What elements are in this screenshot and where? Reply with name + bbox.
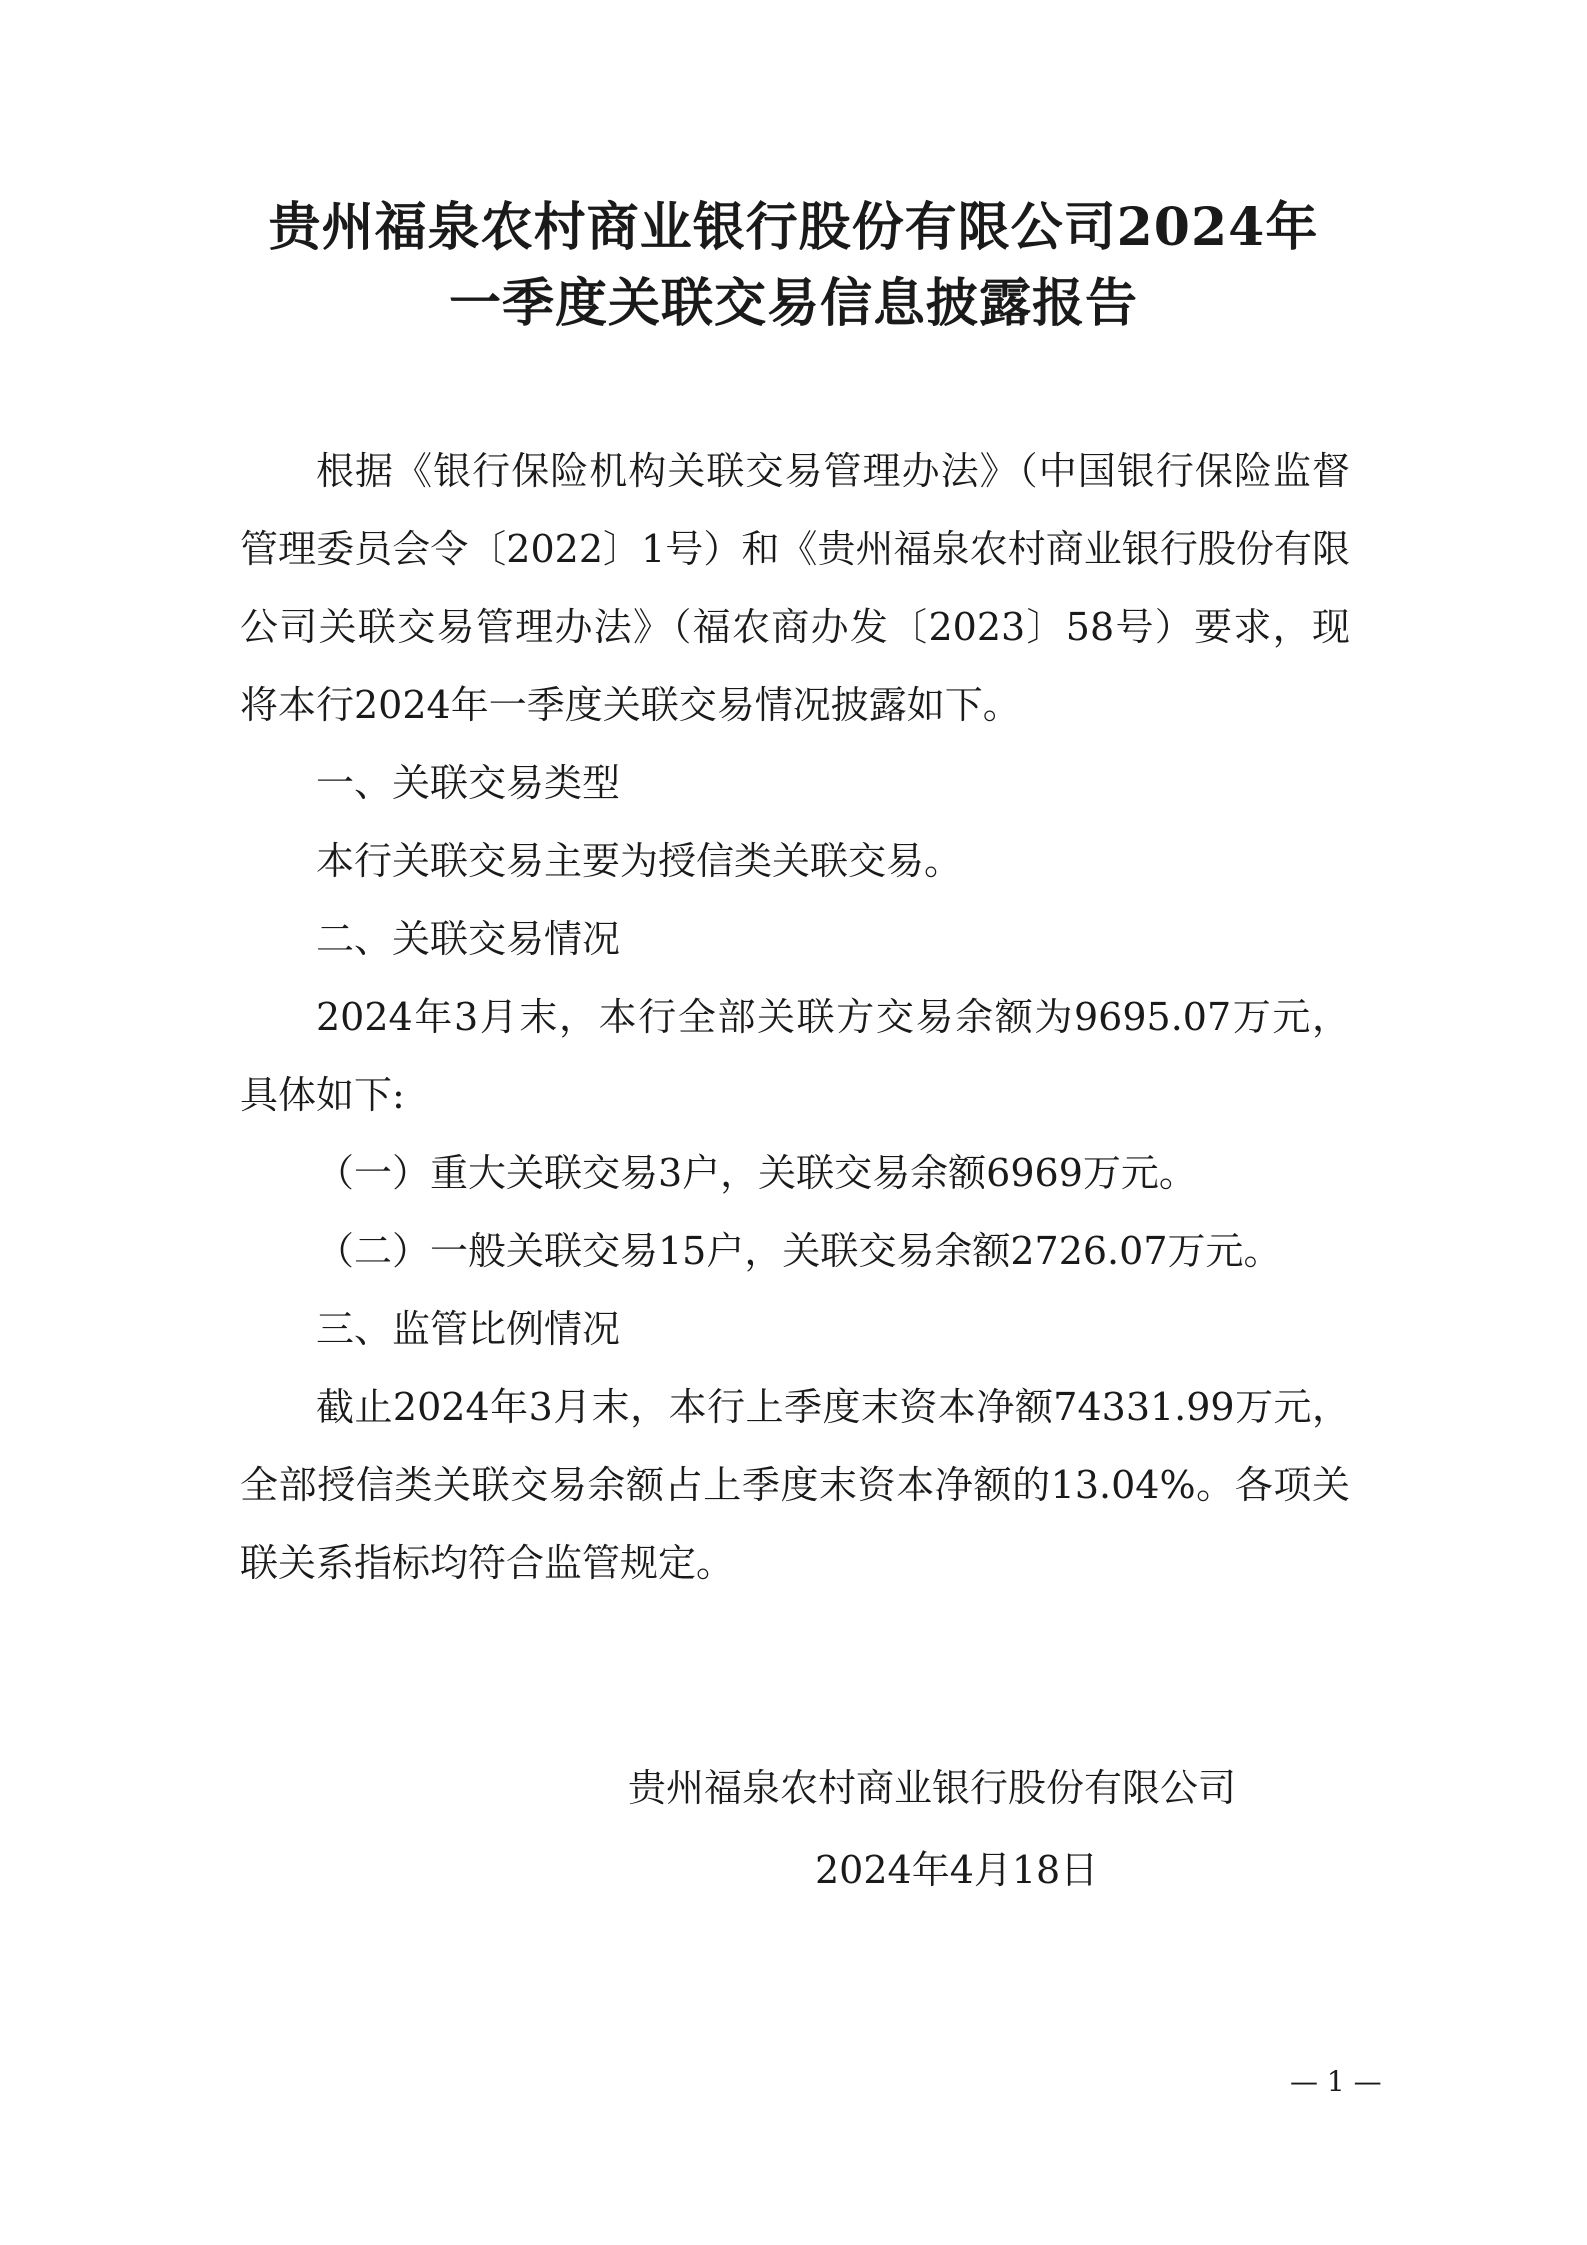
section-1-heading: 一、关联交易类型: [316, 761, 621, 805]
document-title-line-2: 一季度关联交易信息披露报告: [448, 273, 1138, 334]
intro-paragraph: 根据《银行保险机构关联交易管理办法》（中国银行保险监督管理委员会令〔2022〕1号）和《贵州福泉农村商业银行股份有限公司关联交易管理办法》（福农商办发〔2023〕58号）要求，现将本行2024年一季度关联交易情况披露如下。: [240, 449, 1350, 727]
section-2-item-2: （二）一般关联交易15户，关联交易余额2726.07万元。: [316, 1229, 1282, 1273]
signature-company: 贵州福泉农村商业银行股份有限公司: [628, 1766, 1237, 1810]
section-2-paragraph: 2024年3月末，本行全部关联方交易余额为9695.07万元，具体如下:: [240, 995, 1350, 1117]
document-title-line-1: 贵州福泉农村商业银行股份有限公司2024年: [268, 197, 1319, 258]
document-body: [240, 432, 1350, 1602]
section-2-item-1: （一）重大关联交易3户，关联交易余额6969万元。: [316, 1151, 1197, 1195]
signature-date: 2024年4月18日: [815, 1848, 1099, 1892]
page-number: — 1 —: [1290, 2065, 1382, 2098]
section-3-heading: 三、监管比例情况: [316, 1307, 621, 1351]
section-1-paragraph: 本行关联交易主要为授信类关联交易。: [316, 839, 963, 883]
section-2-heading: 二、关联交易情况: [316, 917, 621, 961]
section-3-paragraph: 截止2024年3月末，本行上季度末资本净额74331.99万元，全部授信类关联交易余额占上季度末资本净额的13.04%。各项关联关系指标均符合监管规定。: [240, 1385, 1350, 1585]
